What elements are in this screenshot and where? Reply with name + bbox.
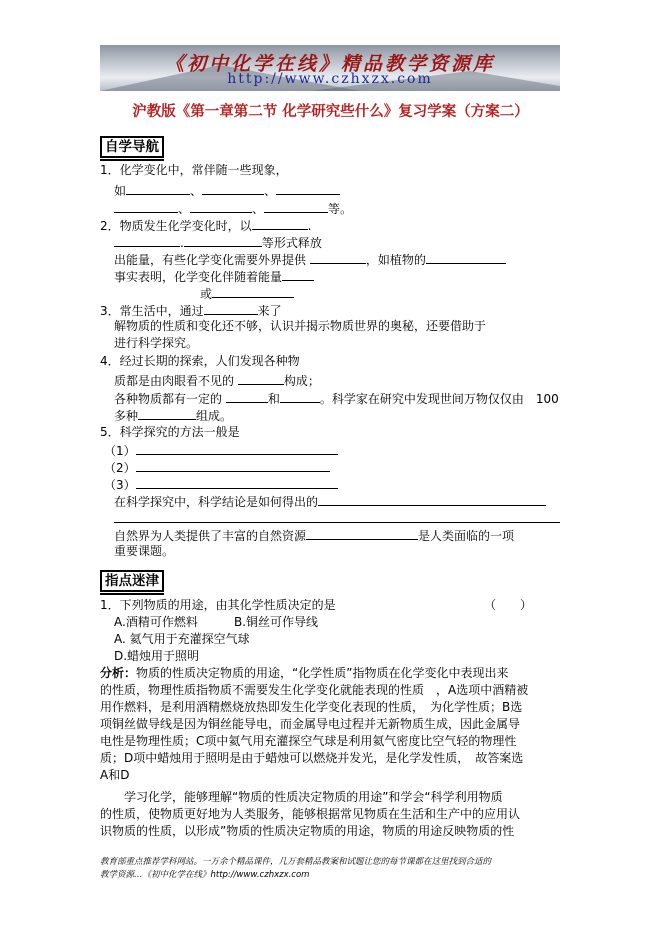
blank-line <box>114 522 560 523</box>
analysis-line: A和D <box>100 768 130 782</box>
analysis-line: 项铜丝做导线是因为铜丝能导电，而金属导电过程并无新物质生成，因此金属导 <box>100 717 521 731</box>
q3-line: 3．常生活中，通过 来了 <box>100 301 282 320</box>
analysis-line: 用作燃料，是利用酒精燃烧放热即发生化学变化表现的性质， 为化学性质；B选 <box>100 700 523 714</box>
q4-line-2: 质都是由肉眼看不见的 构成； <box>114 371 320 390</box>
q5-step-2: （2） <box>104 458 330 477</box>
footer-line: 教学资源…《初中化学在线》http://www.czhxzx.com <box>100 870 310 880</box>
q2-blanks-line: . 等形式释放 <box>114 233 322 252</box>
q4-line-3: 各种物质都有一定的 和 。科学家在研究中发现世间万物仅仅由 100 <box>114 389 559 408</box>
document-title: 沪教版《第一章第二节 化学研究些什么》复习学案（方案二） <box>132 104 529 120</box>
analysis-label: 分析： <box>100 666 137 680</box>
section-heading-self-study: 自学导航 <box>100 136 164 158</box>
footer-line: 教育部重点推荐学科网站。一万余个精品课件，几万套精品教案和试题让您的每节课都在这里找到合适的 <box>100 857 492 867</box>
option-b: B.铜丝可作导线 <box>234 615 319 629</box>
q5-conclusion-line: 在科学探究中，科学结论是如何得出的 <box>114 492 546 511</box>
paragraph-line: 的性质，使物质更好地为人类服务，能够根据常见物质在生活和生产中的应用认 <box>100 807 521 821</box>
q5-line: 5．科学探究的方法一般是 <box>100 425 240 439</box>
section-heading-guidance: 指点迷津 <box>100 570 164 592</box>
q3-line-3: 进行科学探究。 <box>114 336 199 350</box>
paragraph-line: 学习化学，能够理解“物质的性质决定物质的用途”和学会“科学利用物质 <box>124 790 503 804</box>
q2-line-3: 出能量，有些化学变化需要外界提供 ，如植物的 <box>114 250 506 269</box>
q2-line: 2．物质发生化学变化时，以 . <box>100 216 311 235</box>
q5-step-1: （1） <box>104 441 338 460</box>
banner <box>100 45 560 91</box>
q1-line: 1．化学变化中，常伴随一些现象， <box>100 163 288 177</box>
q4-line: 4．经过长期的探索，人们发现各种物 <box>100 354 300 368</box>
analysis-line: 电性是物理性质；C项中氦气用充灌探空气球是利用氦气密度比空气轻的物理性 <box>100 734 517 748</box>
analysis-line: 分析：物质的性质决定物质的用途，“化学性质”指物质在化学变化中表现出来 <box>100 666 509 680</box>
option-c: A. 氦气用于充灌探空气球 <box>114 632 250 646</box>
analysis-line: 质；D项中蜡烛用于照明是由于蜡烛可以燃烧并发光，是化学发性质， 故答案选 <box>100 751 524 765</box>
question-1: 1．下列物质的用途，由其化学性质决定的是 <box>100 598 336 612</box>
q4-line-4: 多种 组成。 <box>114 406 232 425</box>
analysis-line: 的性质，物理性质指物质不需要发生化学变化就能表现的性质 ，A选项中酒精被 <box>100 683 529 697</box>
q3-line-2: 解物质的性质和变化还不够，认识并揭示物质世界的奥秘，还要借助于 <box>114 319 487 333</box>
q1-blanks-line: 如 、 、 <box>114 181 340 200</box>
option-a: A.酒精可作燃料 <box>114 615 198 629</box>
q5-step-3: （3） <box>104 475 338 494</box>
banner-title: 《初中化学在线》精品教学资源库 <box>164 53 495 75</box>
answer-parentheses: （ ） <box>484 598 533 612</box>
q2-line-5: 或 <box>200 284 294 303</box>
option-d: D.蜡烛用于照明 <box>114 649 200 663</box>
paragraph-line: 识物质的性质，以形成”物质的性质决定物质的用途，物质的用途反映物质的性 <box>100 824 515 838</box>
banner-url[interactable]: http://www.czhxzx.com <box>227 71 433 87</box>
q1-blanks-line-2: 、 、 等。 <box>114 199 352 218</box>
q5-resources-line: 自然界为人类提供了丰富的自然资源 是人类面临的一项 <box>114 526 514 545</box>
page-footer <box>100 856 491 882</box>
q2-line-4: 事实表明，化学变化伴随着能量 <box>114 267 314 286</box>
q5-resources-line-2: 重要课题。 <box>114 544 175 558</box>
